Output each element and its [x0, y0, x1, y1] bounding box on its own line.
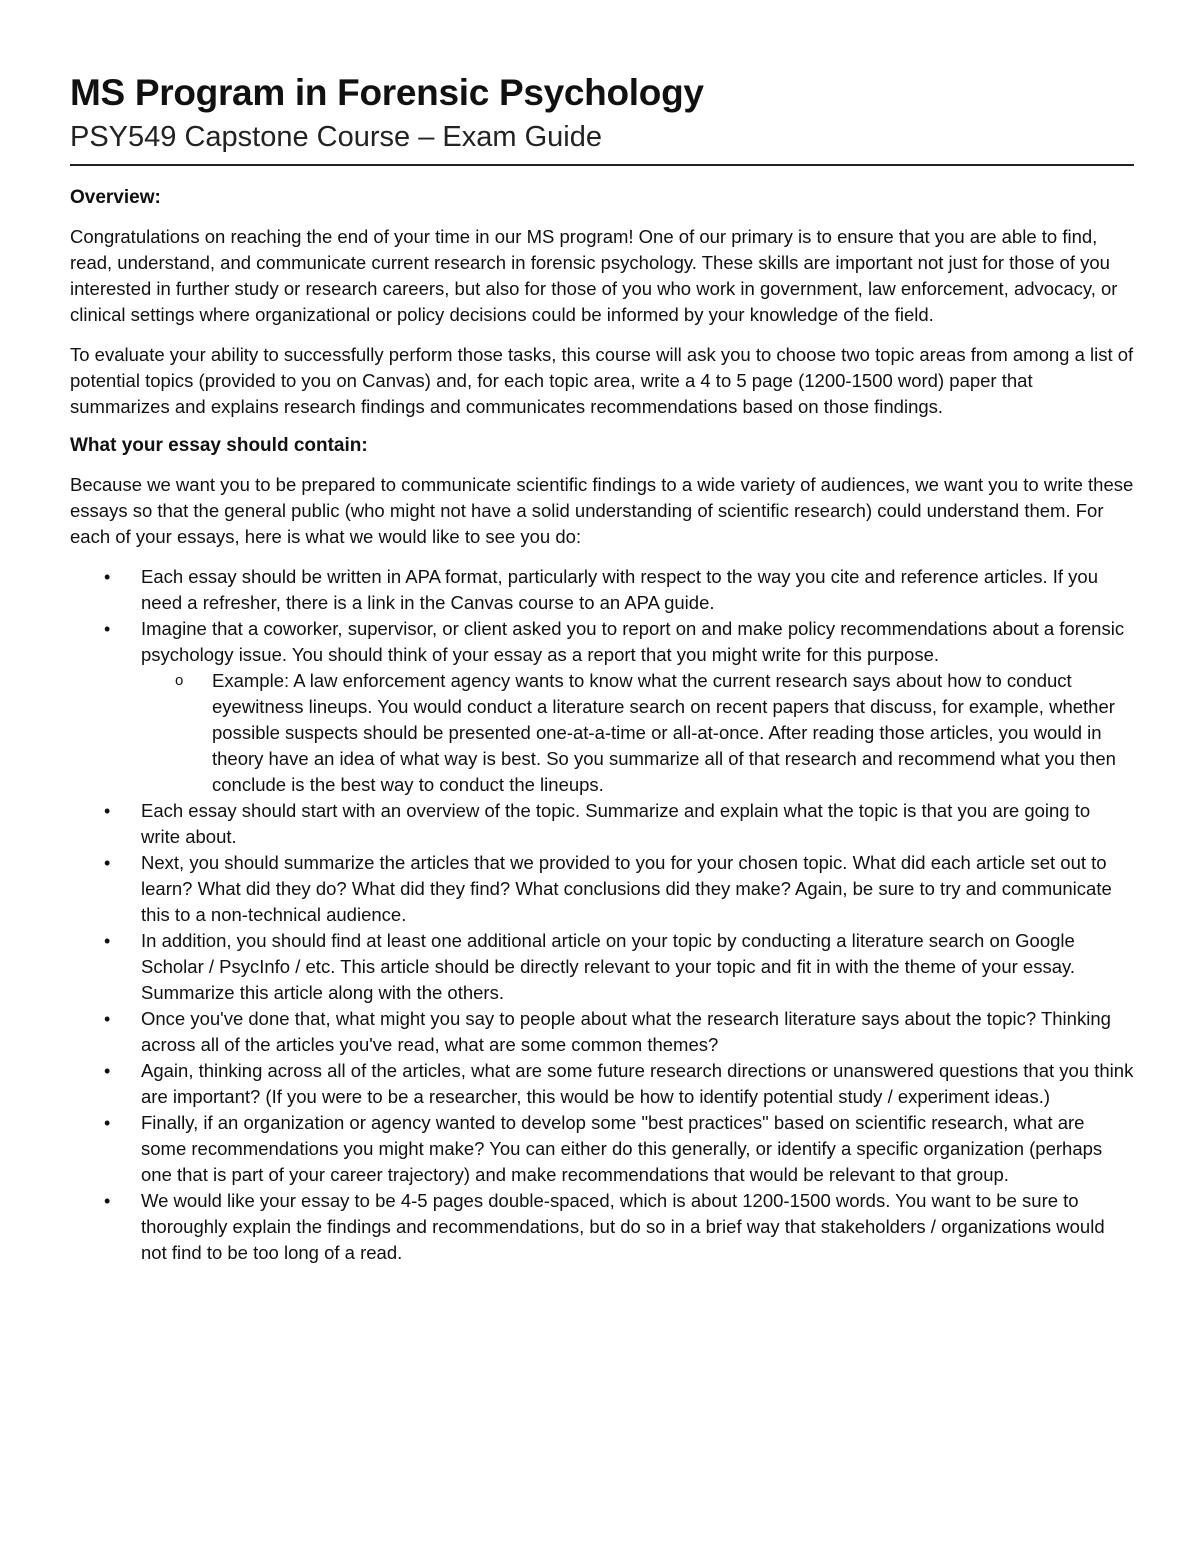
- document-subtitle: PSY549 Capstone Course – Exam Guide: [70, 121, 602, 153]
- bullet-icon: •: [104, 853, 111, 873]
- header-divider: [70, 164, 1134, 166]
- bullet-icon: •: [104, 931, 111, 951]
- list-item-text: Again, thinking across all of the articles, what are some future research directions or unanswered questions that you think are important? (If you were to be a researcher, this would be how to identify potential study / experiment ideas.): [141, 1060, 1134, 1107]
- list-item-text: We would like your essay to be 4-5 pages double-spaced, which is about 1200-1500 words. You want to be sure to thoroughly explain the findings and recommendations, but do so in a brief way that stakeholders / organizations would not find to be too long of a read.: [141, 1190, 1105, 1263]
- list-item: [70, 850, 1134, 928]
- list-item: [70, 564, 1134, 616]
- list-item: [70, 928, 1134, 1006]
- sub-bullet-icon: o: [175, 672, 184, 689]
- list-item-text: Next, you should summarize the articles that we provided to you for your chosen topic. What did each article set out to learn? What did they do? What did they find? What conclusions did they make? Again, be sure to try and communicate this to a non-technical audience.: [141, 852, 1112, 925]
- list-item: [70, 798, 1134, 850]
- contents-intro: Because we want you to be prepared to communicate scientific findings to a wide variety of audiences, we want you to write these essays so that the general public (who might not have a solid understanding of scientific research) could understand them. For each of your essays, here is what we would like to see you do:: [70, 474, 1134, 547]
- bullet-icon: •: [104, 1061, 111, 1081]
- list-item-text: In addition, you should find at least one additional article on your topic by conducting a literature search on Google Scholar / PsycInfo / etc. This article should be directly relevant to your topic and fit in with the theme of your essay. Summarize this article along with the others.: [141, 930, 1076, 1003]
- list-item: [70, 1058, 1134, 1110]
- sub-list: [141, 668, 1134, 798]
- sub-list-item: [141, 668, 1134, 798]
- overview-paragraph-2: To evaluate your ability to successfully perform those tasks, this course will ask you to choose two topic areas from among a list of potential topics (provided to you on Canvas) and, for each topic area, write a 4 to 5 page (1200-1500 word) paper that summarizes and explains research findings and communicates recommendations based on those findings.: [70, 344, 1134, 417]
- bullet-icon: •: [104, 619, 111, 639]
- contents-heading: What your essay should contain:: [70, 435, 368, 456]
- list-item: [70, 1006, 1134, 1058]
- bullet-icon: •: [104, 567, 111, 587]
- overview-paragraph-1: Congratulations on reaching the end of your time in our MS program! One of our primary is to ensure that you are able to find, read, understand, and communicate current research in forensic psychology. These skills are important not just for those of you interested in further study or research careers, but also for those of you who work in government, law enforcement, advocacy, or clinical settings where organizational or policy decisions could be informed by your knowledge of the field.: [70, 226, 1118, 325]
- bullet-icon: •: [104, 1009, 111, 1029]
- list-item-text: Imagine that a coworker, supervisor, or client asked you to report on and make policy recommendations about a forensic psychology issue. You should think of your essay as a report that you might write for this purpose.: [141, 618, 1125, 665]
- document-title: MS Program in Forensic Psychology: [70, 72, 704, 113]
- bullet-icon: •: [104, 801, 111, 821]
- list-item: [70, 1188, 1134, 1266]
- list-item: [70, 1110, 1134, 1188]
- list-item-text: Each essay should start with an overview of the topic. Summarize and explain what the topic is that you are going to write about.: [141, 800, 1091, 847]
- list-item-text: Finally, if an organization or agency wanted to develop some "best practices" based on scientific research, what are some recommendations you might make? You can either do this generally, or identify a specific organization (perhaps one that is part of your career trajectory) and make recommendations that would be relevant to that group.: [141, 1112, 1103, 1185]
- bullet-icon: •: [104, 1113, 111, 1133]
- bullet-icon: •: [104, 1191, 111, 1211]
- sub-list-item-text: Example: A law enforcement agency wants to know what the current research says about how to conduct eyewitness lineups. You would conduct a literature search on recent papers that discuss, for example, whether possible suspects should be presented one-at-a-time or all-at-once. After reading those articles, you would in theory have an idea of what way is best. So you summarize all of that research and recommend what you then conclude is the best way to conduct the lineups.: [212, 670, 1116, 795]
- list-item-text: Once you've done that, what might you say to people about what the research literature says about the topic? Thinking across all of the articles you've read, what are some common themes?: [141, 1008, 1111, 1055]
- overview-heading: Overview:: [70, 187, 161, 208]
- list-item: [70, 616, 1134, 798]
- requirements-list: [70, 564, 1134, 1266]
- document-page: [70, 70, 1134, 1266]
- list-item-text: Each essay should be written in APA format, particularly with respect to the way you cite and reference articles. If you need a refresher, there is a link in the Canvas course to an APA guide.: [141, 566, 1098, 613]
